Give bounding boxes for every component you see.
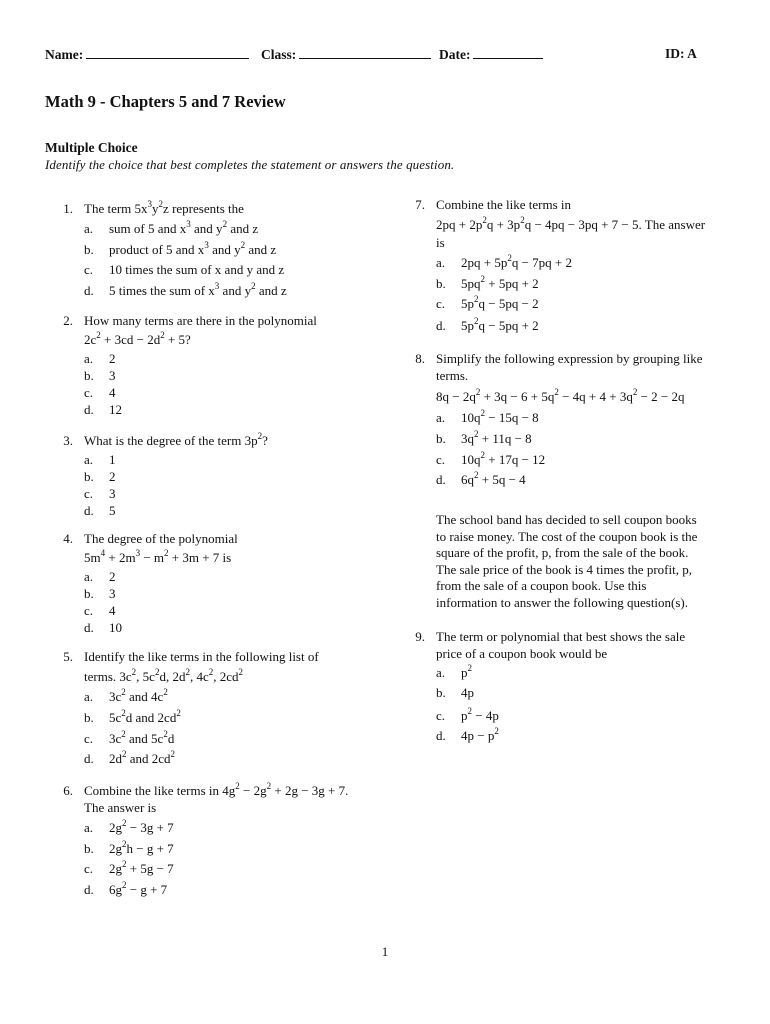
choice-letter: d.: [436, 318, 446, 333]
choice-letter: c.: [84, 731, 94, 746]
context-line: The school band has decided to sell coupon books: [436, 512, 697, 527]
question-prompt-line: terms. $3c^2$, $5c^2d$, $2d^2$, $4c^2$, $2cd^2$: [84, 667, 243, 684]
question-prompt-line: The term $5x^3y^2z$ represents the: [84, 199, 244, 216]
choice-text: 4p: [461, 685, 474, 700]
choice-letter: c.: [84, 603, 94, 618]
choice-text: 3: [109, 368, 116, 383]
choice-text: $6g^2 - g + 7$: [109, 880, 168, 897]
choice-letter: b.: [84, 368, 94, 383]
choice-text: $5p^2q - 5pq + 2$: [461, 316, 539, 333]
choice-text: 5 times the sum of $x^3$ and $y^2$ and z: [109, 281, 287, 298]
choice-letter: b.: [84, 710, 94, 725]
date-field: Date:: [439, 46, 543, 63]
question-prompt-line: The answer is: [84, 800, 157, 815]
choice-letter: d.: [436, 472, 446, 487]
header: [45, 46, 725, 66]
choice-text: $5p^2q - 5pq - 2$: [461, 294, 539, 311]
question-number: 6.: [63, 783, 73, 798]
choice-text: $3c^2$ and $5c^2d$: [109, 729, 175, 746]
question-prompt-line: Identify the like terms in the following list of: [84, 649, 319, 664]
question-prompt-line: The term or polynomial that best shows the sale: [436, 629, 686, 644]
choice-text: $4p - p^2$: [461, 726, 499, 743]
choice-letter: c.: [84, 861, 94, 876]
question-number: 9.: [415, 629, 425, 644]
question-number: 3.: [63, 433, 73, 448]
choice-text: 2: [109, 351, 116, 366]
choice-text: product of 5 and $x^3$ and $y^2$ and z: [109, 240, 277, 257]
choice-text: 2: [109, 569, 116, 584]
question-number: 8.: [415, 351, 425, 366]
question-number: 2.: [63, 313, 73, 328]
choice-letter: a.: [84, 569, 94, 584]
section-instructions: Identify the choice that best completes the statement or answers the question.: [45, 157, 455, 172]
question-prompt-line: Combine the like terms in $4g^2 - 2g^2 + 2g - 3g + 7$.: [84, 781, 349, 798]
choice-letter: a.: [84, 820, 94, 835]
choice-letter: d.: [436, 728, 446, 743]
question-prompt-line: How many terms are there in the polynomial: [84, 313, 317, 328]
context-line: information to answer the following question(s).: [436, 594, 689, 610]
choice-text: $3q^2 + 11q - 8$: [461, 429, 532, 446]
choice-text: $10q^2 - 15q - 8$: [461, 408, 539, 425]
choice-text: $2g^2 + 5g - 7$: [109, 859, 174, 876]
choice-letter: a.: [436, 410, 446, 425]
choice-text: 3: [109, 586, 116, 601]
choice-text: $p^2 - 4p$: [461, 706, 499, 723]
choice-text: 10: [109, 620, 122, 635]
choice-letter: b.: [84, 841, 94, 856]
question-number: 1.: [63, 201, 73, 216]
choice-letter: b.: [436, 276, 446, 291]
choice-letter: d.: [84, 402, 94, 417]
choice-letter: b.: [436, 685, 446, 700]
choice-letter: a.: [84, 689, 94, 704]
choice-letter: d.: [84, 283, 94, 298]
choice-text: 4: [109, 603, 116, 618]
choice-text: sum of 5 and $x^3$ and $y^2$ and z: [109, 219, 259, 236]
choice-text: 5: [109, 503, 116, 518]
choice-letter: c.: [84, 385, 94, 400]
question-prompt-line: $2pq + 2p^2q + 3p^2q - 4pq - 3pq + 7 - 5$. The answer: [436, 215, 706, 232]
question-prompt-line: The degree of the polynomial: [84, 531, 238, 546]
choice-text: $10q^2 + 17q - 12$: [461, 450, 546, 467]
choice-letter: a.: [436, 665, 446, 680]
id-label: ID: A: [665, 46, 697, 61]
question-prompt-line: terms.: [436, 368, 469, 383]
question-number: 7.: [415, 197, 425, 212]
context-line: from the sale of a coupon book. Use this: [436, 578, 647, 594]
choice-letter: d.: [84, 882, 94, 897]
choice-letter: c.: [84, 262, 94, 277]
choice-letter: c.: [436, 708, 446, 723]
page-title: Math 9 - Chapters 5 and 7 Review: [45, 92, 286, 111]
section-heading: Multiple Choice: [45, 140, 138, 155]
question-number: 4.: [63, 531, 73, 546]
choice-letter: c.: [436, 296, 446, 311]
choice-letter: b.: [84, 469, 94, 484]
choice-letter: d.: [84, 620, 94, 635]
choice-text: $p^2$: [461, 663, 472, 680]
choice-letter: b.: [84, 242, 94, 257]
question-prompt-line: Combine the like terms in: [436, 197, 572, 212]
question-prompt-line: price of a coupon book would be: [436, 646, 608, 661]
choice-text: $2g^2 - 3g + 7$: [109, 818, 174, 835]
question-prompt-line: What is the degree of the term $3p^2$?: [84, 431, 268, 448]
question-prompt-line: $2c^2 + 3cd - 2d^2 + 5$?: [84, 330, 191, 347]
class-field: Class:: [261, 46, 431, 63]
choice-letter: a.: [84, 452, 94, 467]
choice-letter: a.: [436, 255, 446, 270]
choice-letter: b.: [436, 431, 446, 446]
context-paragraph: [436, 512, 726, 612]
choice-text: 12: [109, 402, 122, 417]
context-line: to raise money. The cost of the coupon book is the: [436, 528, 698, 544]
question-number: 5.: [63, 649, 73, 664]
context-line: square of the profit, p, from the sale of the book.: [436, 545, 689, 561]
choice-letter: b.: [84, 586, 94, 601]
page-number: 1: [381, 944, 389, 959]
choice-text: $2pq + 5p^2q - 7pq + 2$: [461, 253, 573, 270]
choice-letter: c.: [436, 452, 446, 467]
choice-letter: c.: [84, 486, 94, 501]
question-prompt-line: $5m^4 + 2m^3 - m^2 + 3m + 7$ is: [84, 548, 232, 565]
choice-text: $6q^2 + 5q - 4$: [461, 470, 526, 487]
choice-text: $2d^2$ and $2cd^2$: [109, 749, 176, 766]
choice-text: 3: [109, 486, 116, 501]
choice-letter: a.: [84, 351, 94, 366]
choice-text: 4: [109, 385, 116, 400]
question-prompt-line: Simplify the following expression by grouping like: [436, 351, 703, 366]
choice-text: $5pq^2 + 5pq + 2$: [461, 274, 539, 291]
choice-text: $5c^2d$ and $2cd^2$: [109, 708, 181, 725]
choice-letter: a.: [84, 221, 94, 236]
choice-text: 1: [109, 452, 116, 467]
choice-letter: d.: [84, 751, 94, 766]
choice-text: $3c^2$ and $4c^2$: [109, 687, 168, 704]
choice-text: 2: [109, 469, 116, 484]
name-field: Name:: [45, 46, 249, 63]
choice-letter: d.: [84, 503, 94, 518]
question-prompt-line: is: [436, 235, 445, 250]
choice-text: $2g^2h - g + 7$: [109, 839, 174, 856]
choice-text: 10 times the sum of x and y and z: [109, 262, 285, 277]
context-line: The sale price of the book is 4 times the profit, p,: [436, 561, 692, 577]
question-prompt-line: $8q - 2q^2 + 3q - 6 + 5q^2 - 4q + 4 + 3q^2 - 2 - 2q$: [436, 387, 685, 404]
